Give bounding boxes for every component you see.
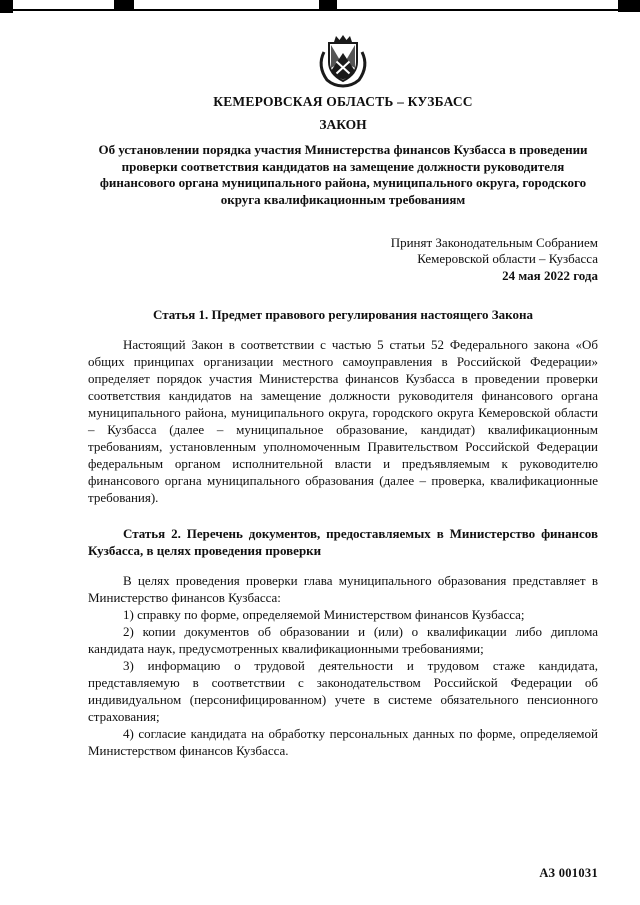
document-code: АЗ 001031 <box>539 866 598 880</box>
doc-type: ЗАКОН <box>319 117 367 132</box>
adoption-date: 24 мая 2022 года <box>502 268 598 284</box>
article-2-item-4: 4) согласие кандидата на обработку персональных данных по форме, определяемой Министерством финансов Кузбасса. <box>88 726 598 759</box>
adoption-block <box>88 235 598 286</box>
article-1-heading: Статья 1. Предмет правового регулирования настоящего Закона <box>153 307 533 323</box>
article-2-paragraph: В целях проведения проверки глава муниципального образования представляет в Министерство финансов Кузбасса: <box>88 573 598 606</box>
kemerovo-coat-of-arms-icon <box>314 34 372 88</box>
adoption-line-2: Кемеровской области – Кузбасса <box>417 251 598 267</box>
article-2-heading: Статья 2. Перечень документов, предоставляемых в Министерство финансов Кузбасса, в целях проведения проверки <box>88 526 598 559</box>
article-2-item-3: 3) информацию о трудовой деятельности и трудовом стаже кандидата, представляемую в соответствии с законодательством Российской Федерации об индивидуальном (персонифицированном) учете в системе обязательного пенсионного страхования; <box>88 658 598 725</box>
adoption-line-1: Принят Законодательным Собранием <box>390 234 598 250</box>
article-1-paragraph: Настоящий Закон в соответствии с частью 5 статьи 52 Федерального закона «Об общих принципах организации местного самоуправления в Российской Федерации» определяет порядок участия Министерства финансов Кузбасса в проведении проверки соответствия кандидатов на замещение должности руководителя финансового органа муниципального района, муниципального округа, городского округа Кемеровской области – Кузбасса (далее – муниципальное образование, кандидат) квалификационным требованиям, установленным уполномоченным Правительством Российской Федерации федеральным органом исполнительной власти и предъявляемым к руководителю финансового органа муниципального образования (далее – проверка, квалификационные требования). <box>88 337 598 506</box>
article-2-item-2: 2) копии документов об образовании и (или) о квалификации либо диплома кандидата наук, предусмотренных квалификационными требованиями; <box>88 624 598 657</box>
article-2-item-1: 1) справку по форме, определяемой Министерством финансов Кузбасса; <box>123 607 525 623</box>
region-title: КЕМЕРОВСКАЯ ОБЛАСТЬ – КУЗБАСС <box>213 94 473 109</box>
doc-title: Об установлении порядка участия Министерства финансов Кузбасса в проведении проверки соответствия кандидатов на замещение должности руководителя финансового органа муниципального района, муниципального округа, городского округа квалификационным требованиям <box>98 142 588 207</box>
